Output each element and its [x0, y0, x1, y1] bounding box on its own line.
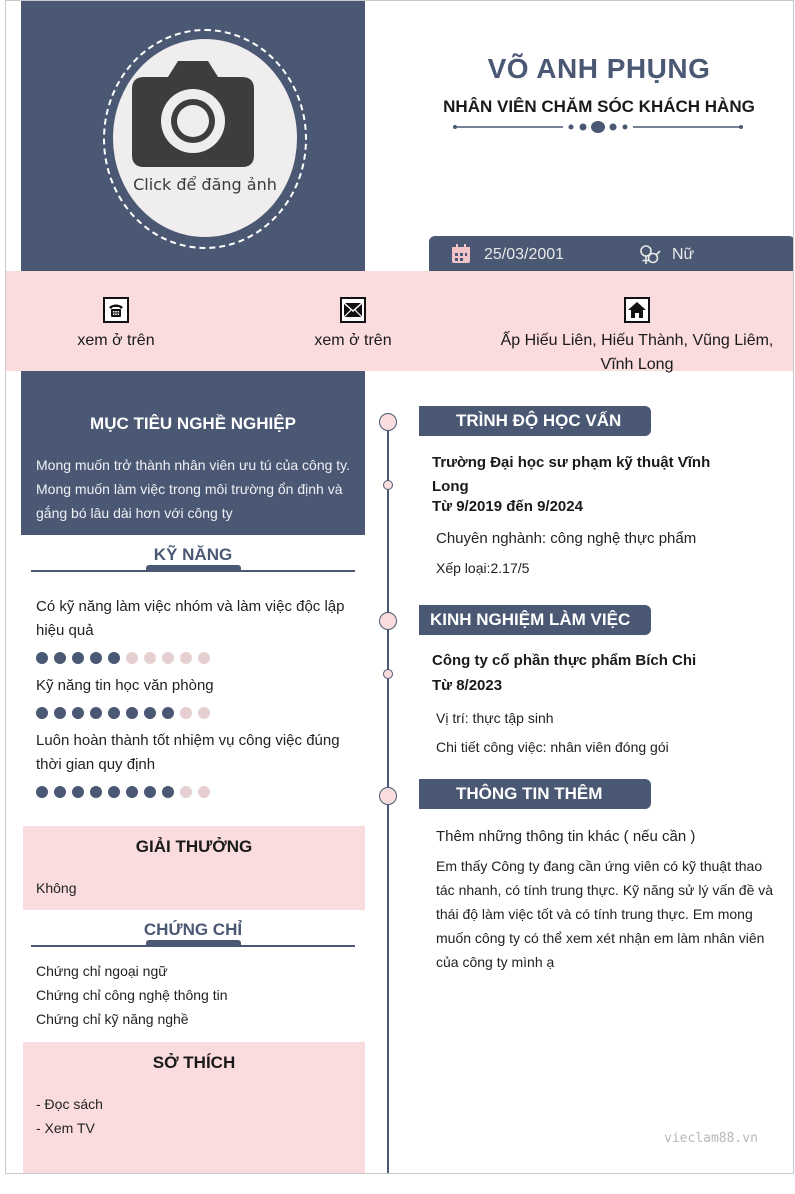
timeline-node: [379, 413, 397, 431]
certificates-title: CHỨNG CHỈ: [143, 920, 243, 939]
education-grade: Xếp loại:2.17/5: [436, 560, 530, 576]
watermark: vieclam88.vn: [664, 1131, 758, 1146]
rating-dot-filled: [144, 707, 156, 719]
skill-1-rating: [36, 652, 210, 664]
skill-1-label: Có kỹ năng làm việc nhóm và làm việc độc lập hiệu quả: [36, 598, 345, 639]
certificate-item: Chứng chỉ công nghệ thông tin: [36, 987, 228, 1003]
experience-heading: KINH NGHIỆM LÀM VIỆC: [419, 605, 651, 635]
rating-dot-empty: [180, 652, 192, 664]
additional-heading: THÔNG TIN THÊM: [419, 779, 651, 809]
phone-value: xem ở trên: [77, 332, 155, 349]
education-major: Chuyên nghành: công nghệ thực phẩm: [436, 530, 697, 547]
gender-icon: [639, 244, 661, 266]
rating-dot-empty: [144, 652, 156, 664]
timeline-dot: [383, 480, 393, 490]
email-value: xem ở trên: [314, 332, 392, 349]
contact-email: [283, 297, 423, 353]
rating-dot-filled: [54, 707, 66, 719]
home-icon: [624, 297, 650, 323]
awards-title: GIẢI THƯỞNG: [135, 837, 253, 856]
hobbies-section: [23, 1042, 365, 1174]
hobbies-title: SỞ THÍCH: [152, 1053, 236, 1072]
rating-dot-empty: [198, 786, 210, 798]
rating-dot-filled: [90, 652, 102, 664]
rating-dot-filled: [36, 707, 48, 719]
objective-text: Mong muốn trở thành nhân viên ưu tú của công ty. Mong muốn làm việc trong môi trường ổn định và gắng bó lâu dài hơn với công ty: [36, 457, 351, 521]
skill-3-rating: [36, 786, 210, 798]
rating-dot-filled: [126, 786, 138, 798]
date-of-birth: 25/03/2001: [484, 246, 565, 263]
photo-upload-hint[interactable]: Click để đăng ảnh: [133, 175, 277, 194]
awards-section: [23, 826, 365, 910]
skill-3-label: Luôn hoàn thành tốt nhiệm vụ công việc đúng thời gian quy định: [36, 732, 340, 773]
camera-icon[interactable]: [130, 59, 256, 169]
additional-subtitle: Thêm những thông tin khác ( nếu cần ): [436, 828, 696, 845]
contact-band: [6, 271, 794, 371]
rating-dot-filled: [90, 707, 102, 719]
calendar-icon: [451, 244, 471, 264]
rating-dot-filled: [90, 786, 102, 798]
rating-dot-filled: [72, 707, 84, 719]
hobby-item: - Xem TV: [36, 1120, 95, 1136]
rating-dot-empty: [180, 786, 192, 798]
rating-dot-filled: [162, 786, 174, 798]
gender: Nữ: [672, 246, 695, 263]
rating-dot-filled: [72, 786, 84, 798]
phone-icon: [103, 297, 129, 323]
awards-text: Không: [36, 880, 77, 896]
heading-line: [31, 570, 355, 572]
contact-address: [484, 297, 790, 377]
rating-dot-filled: [36, 652, 48, 664]
photo-panel: [21, 1, 365, 271]
rating-dot-filled: [144, 786, 156, 798]
personal-info-bar: [429, 236, 794, 272]
envelope-icon: [340, 297, 366, 323]
rating-dot-filled: [126, 707, 138, 719]
skills-title: KỸ NĂNG: [153, 545, 233, 564]
experience-period: Từ 8/2023: [432, 677, 503, 694]
rating-dot-filled: [108, 652, 120, 664]
experience-company: Công ty cổ phần thực phẩm Bích Chi: [432, 652, 697, 669]
rating-dot-filled: [54, 786, 66, 798]
education-heading: TRÌNH ĐỘ HỌC VẤN: [419, 406, 651, 436]
career-objective-section: [21, 371, 365, 535]
skill-2-rating: [36, 707, 210, 719]
experience-details: Chi tiết công việc: nhân viên đóng gói: [436, 739, 669, 755]
address-value: Ấp Hiếu Liên, Hiếu Thành, Vũng Liêm, Vĩnh Long: [500, 332, 774, 373]
hobby-item: - Đọc sách: [36, 1096, 103, 1112]
timeline-dot: [383, 669, 393, 679]
rating-dot-filled: [72, 652, 84, 664]
job-title: NHÂN VIÊN CHĂM SÓC KHÁCH HÀNG: [443, 97, 755, 116]
certificates-list: [36, 959, 228, 1031]
timeline-node: [379, 612, 397, 630]
rating-dot-filled: [108, 707, 120, 719]
experience-position: Vị trí: thực tập sinh: [436, 710, 554, 726]
rating-dot-empty: [198, 652, 210, 664]
skill-2-label: Kỹ năng tin học văn phòng: [36, 677, 214, 694]
contact-phone: [46, 297, 186, 353]
hobbies-list: [36, 1092, 103, 1140]
education-period: Từ 9/2019 đến 9/2024: [432, 498, 583, 515]
rating-dot-empty: [126, 652, 138, 664]
rating-dot-empty: [180, 707, 192, 719]
rating-dot-empty: [198, 707, 210, 719]
rating-dot-empty: [162, 652, 174, 664]
objective-title: MỤC TIÊU NGHỀ NGHIỆP: [90, 414, 296, 433]
rating-dot-filled: [36, 786, 48, 798]
education-school: Trường Đại học sư phạm kỹ thuật Vĩnh Long: [432, 454, 711, 495]
cv-page: [5, 0, 794, 1174]
certificate-item: Chứng chỉ kỹ năng nghề: [36, 1011, 189, 1027]
rating-dot-filled: [108, 786, 120, 798]
rating-dot-filled: [54, 652, 66, 664]
timeline-node: [379, 787, 397, 805]
rating-dot-filled: [162, 707, 174, 719]
additional-text: Em thấy Công ty đang cần ứng viên có kỹ thuật thao tác nhanh, có tính trung thực. Kỹ năng sử lý vấn đề và thái độ làm việc tốt và có tính trung thực. Em mong muốn công ty có thể xem xét nhận em làm nhân viên của công ty mình ạ: [436, 858, 774, 970]
skills-heading: [31, 545, 355, 575]
divider-ornament: [453, 120, 743, 134]
certificate-item: Chứng chỉ ngoại ngữ: [36, 963, 168, 979]
certificates-heading: [31, 920, 355, 950]
candidate-name: VÕ ANH PHỤNG: [487, 53, 711, 84]
heading-line: [31, 945, 355, 947]
